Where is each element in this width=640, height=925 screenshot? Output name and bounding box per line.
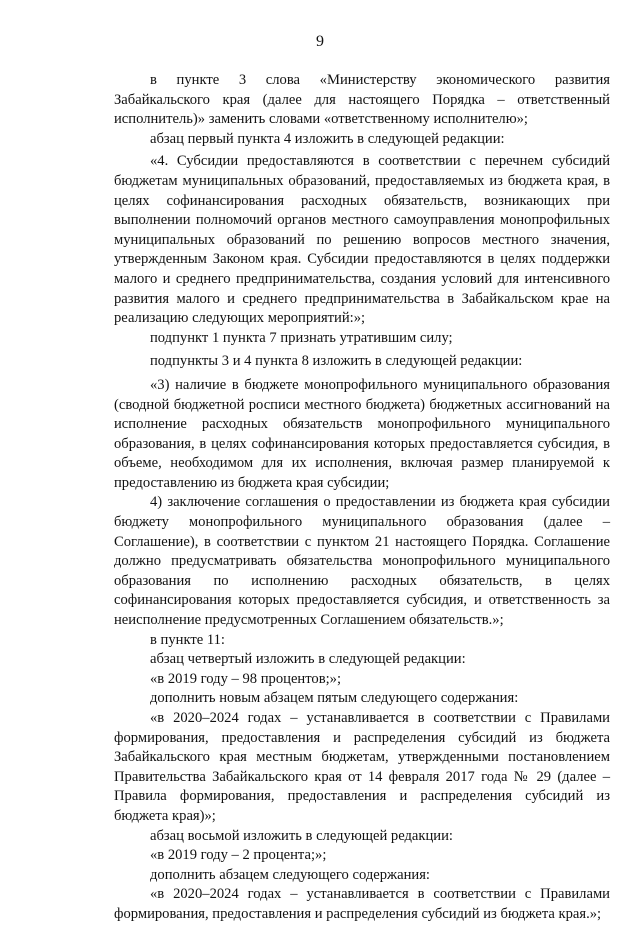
paragraph-subitem-4: 4) заключение соглашения о предоставлении из бюджета края субсидии бюджету монопрофильного муниципального образования (далее – Соглашение), в соответствии с пунктом 21 настоящего Порядка. Соглашение должно предусматривать обязательства монопрофильного муниципального образования по исполнению расходных обязательств, в целях софинансирования которых предоставляется субсидия, и ответственность за неисполнение предусмотренных Соглашением обязательств.»; — [114, 494, 610, 629]
document-body — [114, 71, 610, 925]
paragraph-item-4-instruction: абзац первый пункта 4 изложить в следующей редакции: — [150, 130, 505, 147]
paragraph-2020-2024-rules: «в 2020–2024 годах – устанавливается в соответствии с Правилами формирования, предоставления и распределения субсидий из бюджета Забайкальского края местным бюджетам, утвержденными постановлением Правительства Забайкальского края от 14 февраля 2017 года № 29 (далее – Правила формирования, предоставления и распределения субсидий из бюджета края)»; — [114, 710, 610, 824]
page-number: 9 — [316, 33, 324, 50]
paragraph-subitem-3: «3) наличие в бюджете монопрофильного муниципального образования (сводной бюджетной росписи местного бюджета) бюджетных ассигнований на исполнение расходных обязательств монопрофильного муниципального образования, в целях софинансирования которых предоставляется субсидия, в объеме, необходимом для их исполнения, включая размер планируемой к предоставлению из бюджета края субсидии; — [114, 376, 610, 491]
paragraph-fifth-instruction: дополнить новым абзацем пятым следующего содержания: — [150, 690, 519, 707]
paragraph-2019-2: «в 2019 году – 2 процента;»; — [150, 847, 327, 864]
paragraph-item-11: в пункте 11: — [150, 631, 225, 648]
paragraph-2019-98: «в 2019 году – 98 процентов;»; — [150, 670, 342, 687]
paragraph-eighth-instruction: абзац восьмой изложить в следующей редакции: — [150, 827, 453, 844]
paragraph-item-7-repeal: подпункт 1 пункта 7 признать утратившим силу; — [150, 329, 453, 346]
paragraph-item-8-instruction: подпункты 3 и 4 пункта 8 изложить в следующей редакции: — [150, 353, 523, 370]
paragraph-item-3-replacement: в пункте 3 слова «Министерству экономического развития Забайкальского края (далее для настоящего Порядка – ответственный исполнитель)» заменить словами «ответственному исполнителю»; — [114, 72, 610, 128]
paragraph-add-instruction: дополнить абзацем следующего содержания: — [150, 866, 430, 883]
paragraph-2020-2024-final: «в 2020–2024 годах – устанавливается в соответствии с Правилами формирования, предоставления и распределения субсидий из бюджета края.»; — [114, 886, 610, 922]
paragraph-fourth-instruction: абзац четвертый изложить в следующей редакции: — [150, 651, 466, 668]
paragraph-item-4-text: «4. Субсидии предоставляются в соответствии с перечнем субсидий бюджетам муниципальных образований, предоставляемых из бюджета края, в целях софинансирования расходных обязательств, возникающих при выполнении полномочий органов местного самоуправления монопрофильных муниципальных образований по решению вопросов местного значения, утвержденным Законом края. Субсидии предоставляются в целях поддержки малого и среднего предпринимательства, создания условий для интенсивного развития малого и среднего предпринимательства в Забайкальском крае на реализацию следующих мероприятий:»; — [114, 153, 610, 327]
